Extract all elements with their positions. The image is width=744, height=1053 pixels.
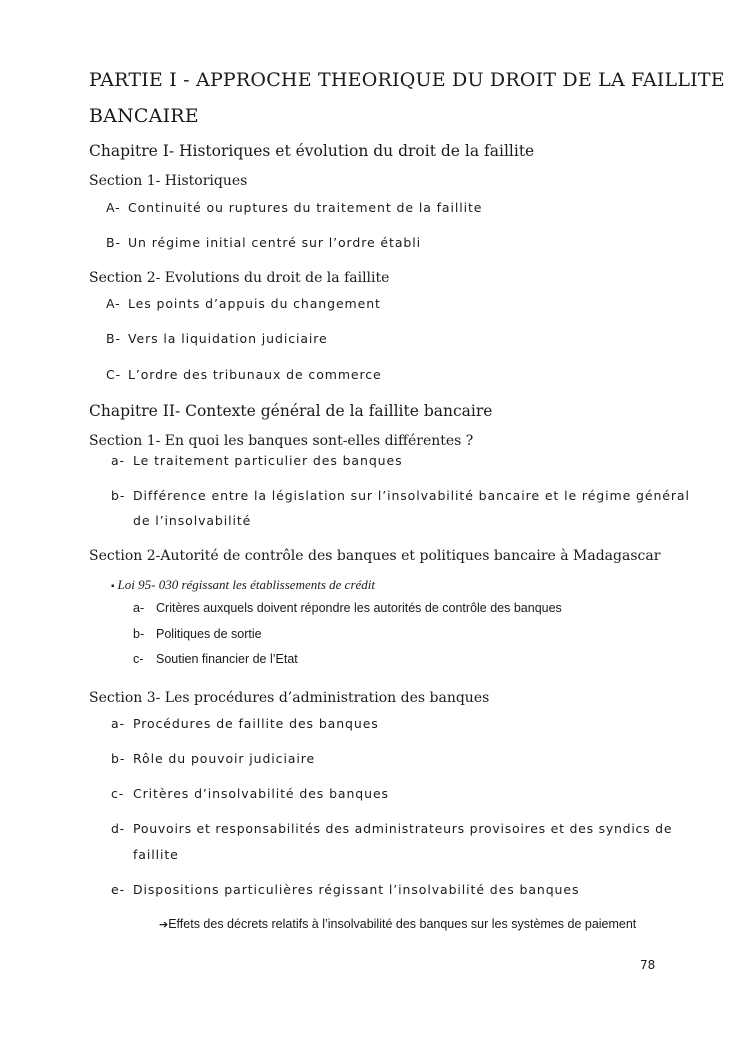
arrow-note <box>159 917 636 931</box>
arrow-right-icon: ➔ <box>159 918 169 931</box>
list-item-text: Vers la liquidation judiciaire <box>128 331 328 346</box>
list-item-text: Rôle du pouvoir judiciaire <box>133 751 316 766</box>
part-title-line2: BANCAIRE <box>89 105 199 127</box>
list-item-text: L’ordre des tribunaux de commerce <box>128 367 382 382</box>
list-marker: B- <box>106 331 121 346</box>
list-marker: A- <box>106 296 121 311</box>
list-item-continuation: faillite <box>133 847 179 862</box>
chapter-2-section-2-title: Section 2-Autorité de contrôle des banques et politiques bancaire à Madagascar <box>89 548 661 564</box>
list-item <box>106 296 381 311</box>
part-title-line1: PARTIE I - APPROCHE THEORIQUE DU DROIT DE LA FAILLITE <box>89 69 725 91</box>
chapter-2-title: Chapitre II- Contexte général de la faillite bancaire <box>89 402 493 420</box>
list-item <box>133 652 298 666</box>
list-item <box>111 821 672 836</box>
list-item-text: Politiques de sortie <box>156 627 262 641</box>
law-note-text: Loi 95- 030 régissant les établissements de crédit <box>117 577 375 592</box>
list-item <box>111 882 579 897</box>
list-item-text: Le traitement particulier des banques <box>133 453 403 468</box>
list-marker: A- <box>106 200 121 215</box>
law-note <box>111 577 375 593</box>
chapter-1-title: Chapitre I- Historiques et évolution du droit de la faillite <box>89 142 535 160</box>
list-item-text: Dispositions particulières régissant l’insolvabilité des banques <box>133 882 580 897</box>
list-item-text: Critères d’insolvabilité des banques <box>133 786 389 801</box>
chapter-2-section-1-title: Section 1- En quoi les banques sont-elles différentes ? <box>89 433 474 449</box>
list-item <box>111 751 315 766</box>
list-item-text: Différence entre la législation sur l’insolvabilité bancaire et le régime général <box>133 488 690 503</box>
list-marker: c- <box>133 652 144 666</box>
list-item-text: Critères auxquels doivent répondre les autorités de contrôle des banques <box>156 601 562 615</box>
list-marker: C- <box>106 367 122 382</box>
list-item-text: Soutien financier de l’Etat <box>156 652 298 666</box>
list-item <box>111 488 690 503</box>
page-number: 78 <box>640 958 656 972</box>
list-marker: c- <box>111 786 125 801</box>
list-item <box>106 200 482 215</box>
list-item <box>133 627 262 641</box>
list-marker: a- <box>111 453 125 468</box>
list-marker: e- <box>111 882 126 897</box>
list-marker: B- <box>106 235 121 250</box>
list-marker: b- <box>133 627 145 641</box>
list-marker: b- <box>111 751 126 766</box>
chapter-1-section-1-title: Section 1- Historiques <box>89 173 248 189</box>
list-marker: b- <box>111 488 126 503</box>
bullet-icon: ▪ <box>111 581 115 592</box>
list-item <box>106 331 328 346</box>
list-item <box>111 786 389 801</box>
list-item <box>106 235 421 250</box>
list-item-continuation: de l’insolvabilité <box>133 513 252 528</box>
list-marker: a- <box>133 601 145 615</box>
list-item-text: Pouvoirs et responsabilités des administrateurs provisoires et des syndics de <box>133 821 673 836</box>
list-marker: d- <box>111 821 125 836</box>
list-item-text: Continuité ou ruptures du traitement de la faillite <box>128 200 483 215</box>
list-item <box>133 601 562 615</box>
list-item <box>106 367 382 382</box>
chapter-1-section-2-title: Section 2- Evolutions du droit de la faillite <box>89 270 390 286</box>
list-item <box>111 453 402 468</box>
list-item-text: Procédures de faillite des banques <box>133 716 379 731</box>
arrow-note-text: Effets des décrets relatifs à l’insolvabilité des banques sur les systèmes de paiement <box>168 917 637 931</box>
list-marker: a- <box>111 716 125 731</box>
list-item <box>111 716 379 731</box>
list-item-text: Les points d’appuis du changement <box>128 296 381 311</box>
list-item-text: Un régime initial centré sur l’ordre établi <box>128 235 421 250</box>
chapter-2-section-3-title: Section 3- Les procédures d’administration des banques <box>89 690 490 706</box>
